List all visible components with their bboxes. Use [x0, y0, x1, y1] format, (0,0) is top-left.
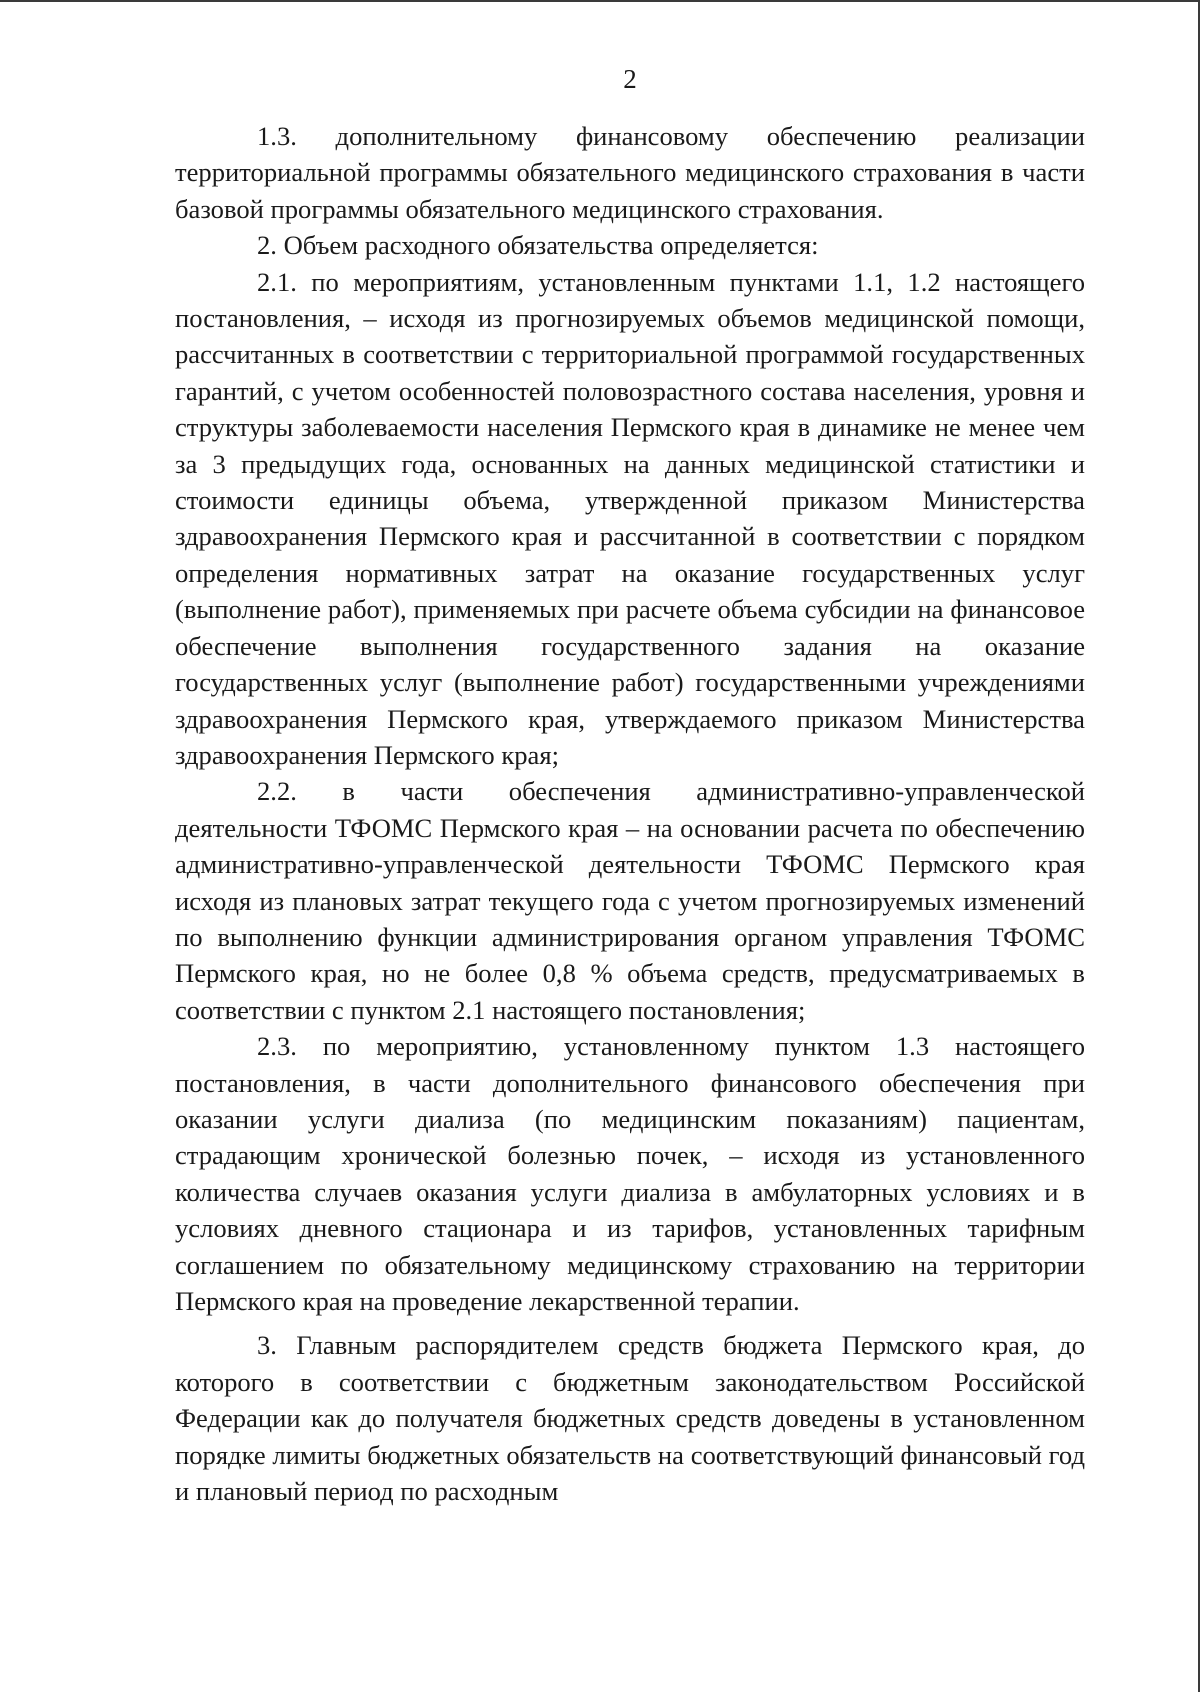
paragraph-3: 3. Главным распорядителем средств бюджета Пермского края, до которого в соответствии с бюджетным законодательством Российской Федерации как до получателя бюджетных средств доведены в установленном порядке лимиты бюджетных обязательств на соответствующий финансовый год и плановый период по расходным	[175, 1330, 1085, 1507]
paragraph-2-2: 2.2. в части обеспечения административно-управленческой деятельности ТФОМС Пермского края – на основании расчета по обеспечению административно-управленческой деятельности ТФОМС Пермского края исходя из плановых затрат текущего года с учетом прогнозируемых изменений по выполнению функции администрирования органом управления ТФОМС Пермского края, но не более 0,8 % объема средств, предусматриваемых в соответствии с пунктом 2.1 настоящего постановления;	[175, 776, 1085, 1025]
paragraph-2-1: 2.1. по мероприятиям, установленным пунктами 1.1, 1.2 настоящего постановления, – исходя из прогнозируемых объемов медицинской помощи, рассчитанных в соответствии с территориальной программой государственных гарантий, с учетом особенностей половозрастного состава населения, уровня и структуры заболеваемости населения Пермского края в динамике не менее чем за 3 предыдущих года, основанных на данных медицинской статистики и стоимости единицы объема, утвержденной приказом Министерства здравоохранения Пермского края и рассчитанной в соответствии с порядком определения нормативных затрат на оказание государственных услуг (выполнение работ), применяемых при расчете объема субсидии на финансовое обеспечение выполнения государственного задания на оказание государственных услуг (выполнение работ) государственными учреждениями здравоохранения Пермского края, утверждаемого приказом Министерства здравоохранения Пермского края;	[175, 266, 1085, 770]
paragraph-2-3: 2.3. по мероприятию, установленному пунктом 1.3 настоящего постановления, в части дополнительного финансового обеспечения при оказании услуги диализа (по медицинским показаниям) пациентам, страдающим хронической болезнью почек, – исходя из установленного количества случаев оказания услуги диализа в амбулаторных условиях и в условиях дневного стационара и из тарифов, установленных тарифным соглашением по обязательному медицинскому страхованию на территории Пермского края на проведение лекарственной терапии.	[175, 1031, 1085, 1316]
document-page	[175, 62, 1085, 1509]
scan-border-top	[0, 0, 1200, 2]
paragraph-1-3: 1.3. дополнительному финансовому обеспечению реализации территориальной программы обязательного медицинского страхования в части базовой программы обязательного медицинского страхования.	[175, 121, 1085, 224]
page-number: 2	[623, 64, 637, 94]
paragraph-2: 2. Объем расходного обязательства определяется:	[257, 230, 819, 261]
